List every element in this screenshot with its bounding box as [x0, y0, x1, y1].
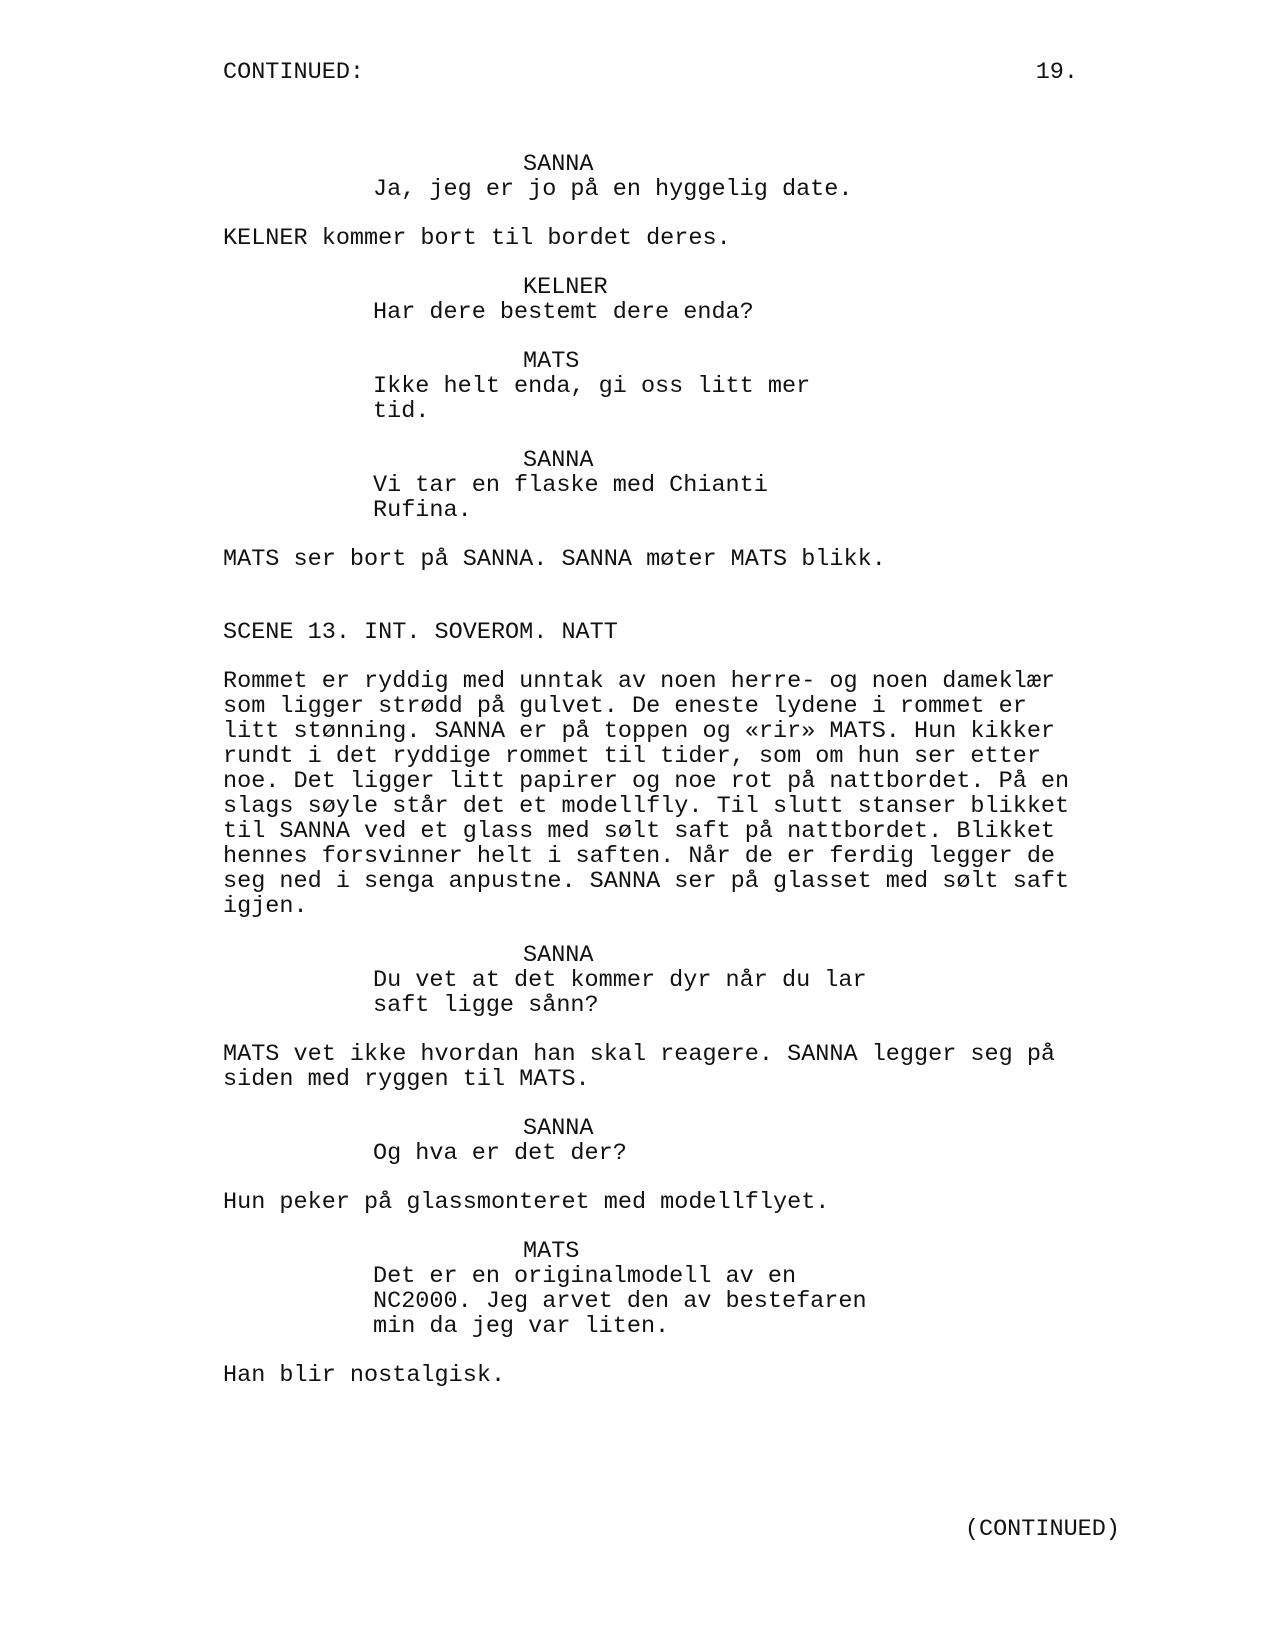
page-number: 19. — [1035, 59, 1078, 86]
dialogue: Det er en originalmodell av en NC2000. Jeg arvet den av bestefaren min da jeg var liten. — [373, 1263, 867, 1340]
character-name: MATS — [523, 1238, 580, 1265]
action-line: MATS vet ikke hvordan han skal reagere. SANNA legger seg på siden med ryggen til MATS. — [223, 1041, 1056, 1093]
dialogue: Ikke helt enda, gi oss litt mer tid. — [373, 373, 811, 425]
dialogue: Du vet at det kommer dyr når du lar saft ligge sånn? — [373, 967, 867, 1019]
action-line: Hun peker på glassmonteret med modellflyet. — [223, 1189, 830, 1216]
action-line: Rommet er ryddig med unntak av noen herre- og noen dameklær som ligger strødd på gulvet. De eneste lydene i rommet er litt stønning. SANNA er på toppen og «rir» MATS. Hun kikker rundt i det ryddige rommet til tider, som om hun ser etter noe. Det ligger litt papirer og noe rot på nattbordet. På en slags søyle står det et modellfly. Til slutt stanser blikket til SANNA ved et glass med sølt saft på nattbordet. Blikket hennes forsvinner helt i saften. Når de er ferdig legger de seg ned i senga anpustne. SANNA ser på glasset med sølt saft igjen. — [223, 668, 1070, 920]
action-line: KELNER kommer bort til bordet deres. — [223, 225, 731, 252]
page-header — [223, 60, 1078, 86]
character-name: SANNA — [523, 1115, 594, 1142]
dialogue: Vi tar en flaske med Chianti Rufina. — [373, 472, 768, 524]
continued-footer: (CONTINUED) — [964, 1516, 1120, 1543]
action-line: MATS ser bort på SANNA. SANNA møter MATS blikk. — [223, 546, 886, 573]
dialogue: Og hva er det der? — [373, 1140, 627, 1167]
scene-heading: SCENE 13. INT. SOVEROM. NATT — [223, 619, 618, 646]
character-name: SANNA — [523, 151, 594, 178]
action-line: Han blir nostalgisk. — [223, 1362, 506, 1389]
character-name: MATS — [523, 348, 580, 375]
dialogue: Har dere bestemt dere enda? — [373, 299, 754, 326]
dialogue: Ja, jeg er jo på en hyggelig date. — [373, 176, 853, 203]
continued-header: CONTINUED: — [223, 59, 365, 86]
character-name: SANNA — [523, 942, 594, 969]
character-name: SANNA — [523, 447, 594, 474]
script-body — [223, 152, 1123, 1388]
character-name: KELNER — [523, 274, 608, 301]
